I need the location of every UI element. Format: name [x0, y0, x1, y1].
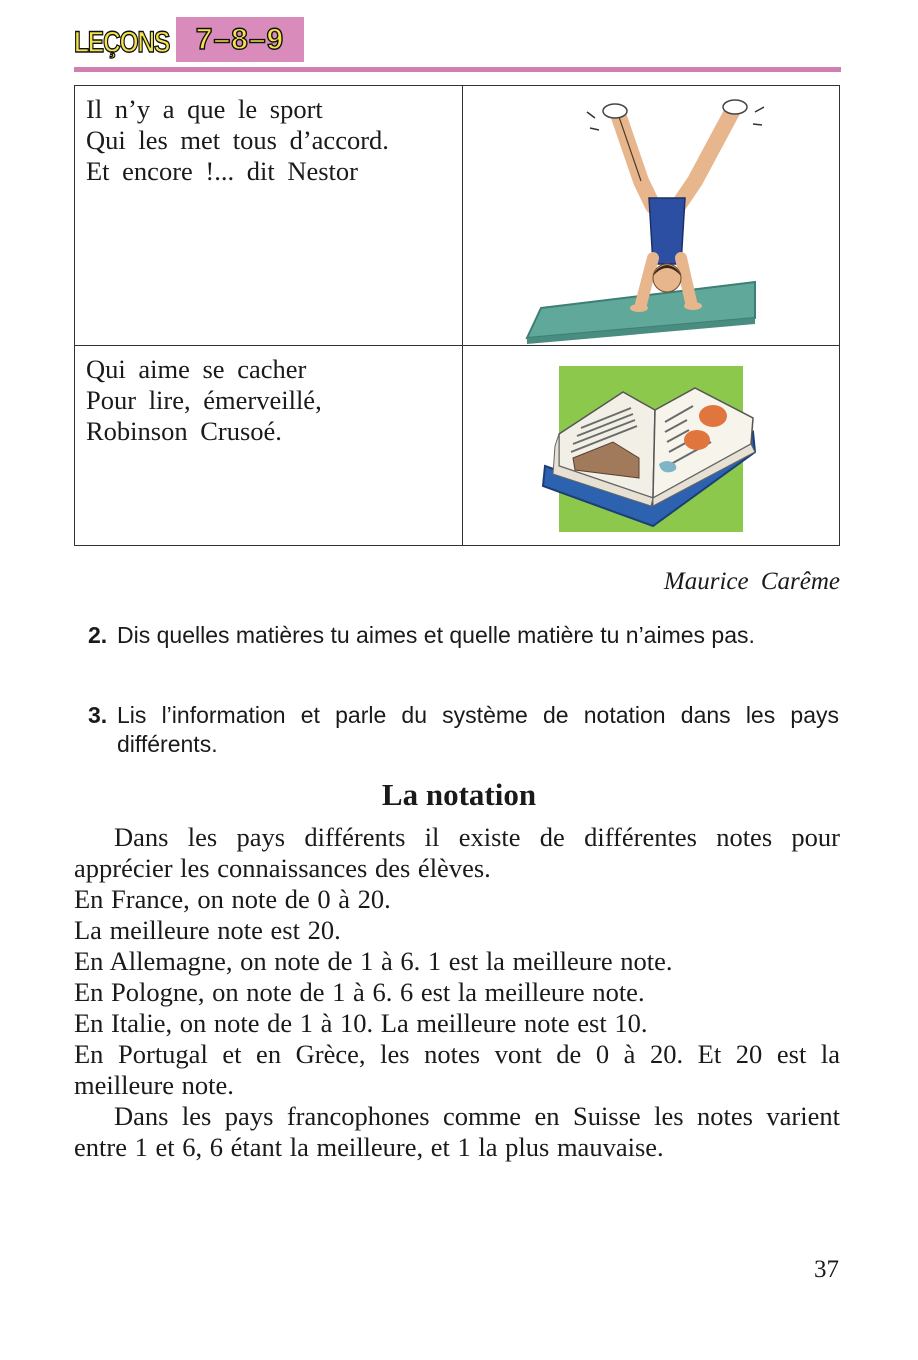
- page-number: 37: [814, 1256, 839, 1283]
- exercise-text: Dis quelles matières tu aimes et quelle matière tu n’aimes pas.: [117, 622, 755, 648]
- lessons-label: LEÇONS: [74, 26, 170, 59]
- article-line: La meilleure note est 20.: [74, 915, 341, 945]
- poem-author: Maurice Carême: [663, 568, 840, 595]
- poem-line: Robinson Crusoé.: [86, 416, 282, 446]
- poem-stanza-cell: [75, 86, 463, 346]
- article-line: En Pologne, on note de 1 à 6. 6 est la meilleure note.: [74, 977, 645, 1007]
- poem-line: Il n’y a que le sport: [86, 94, 323, 124]
- exercise-number: 3.: [88, 702, 108, 728]
- article-line: En Allemagne, on note de 1 à 6. 1 est la meilleure note.: [74, 946, 673, 976]
- exercise-3: [88, 701, 839, 759]
- exercise-number: 2.: [88, 622, 108, 648]
- open-book-illustration: [463, 346, 839, 544]
- poem-line: Qui les met tous d’accord.: [86, 125, 389, 155]
- poem-stanza-cell: [75, 346, 463, 546]
- image-cell: [463, 346, 840, 546]
- header-divider: [74, 67, 841, 72]
- exercise-text: Lis l’information et parle du système de notation dans les pays différents.: [117, 702, 839, 757]
- article-title: La notation: [381, 777, 537, 812]
- poem-line: Et encore !... dit Nestor: [86, 156, 358, 186]
- article-paragraph: Dans les pays différents il existe de différentes notes pour apprécier les connaissances des élèves.: [74, 822, 840, 883]
- poem-stanza-2: [75, 346, 462, 447]
- article-line: En Portugal et en Grèce, les notes vont de 0 à 20. Et 20 est la meilleure note.: [74, 1039, 840, 1100]
- article-body: [74, 822, 840, 1163]
- poem-stanza-1: [75, 86, 462, 187]
- lessons-numbers-badge: 7–8–9: [176, 17, 304, 62]
- gymnast-handstand-illustration: [463, 86, 839, 344]
- poem-line: Pour lire, émerveillé,: [86, 385, 322, 415]
- lesson-header: [74, 16, 304, 62]
- article-line: En Italie, on note de 1 à 10. La meilleure note est 10.: [74, 1008, 648, 1038]
- exercise-2: [88, 621, 839, 650]
- poem-table: [74, 85, 840, 546]
- poem-line: Qui aime se cacher: [86, 354, 307, 384]
- article-line: En France, on note de 0 à 20.: [74, 884, 391, 914]
- article-paragraph: Dans les pays francophones comme en Suisse les notes varient entre 1 et 6, 6 étant la meilleure, et 1 la plus mauvaise.: [74, 1101, 840, 1162]
- image-cell: [463, 86, 840, 346]
